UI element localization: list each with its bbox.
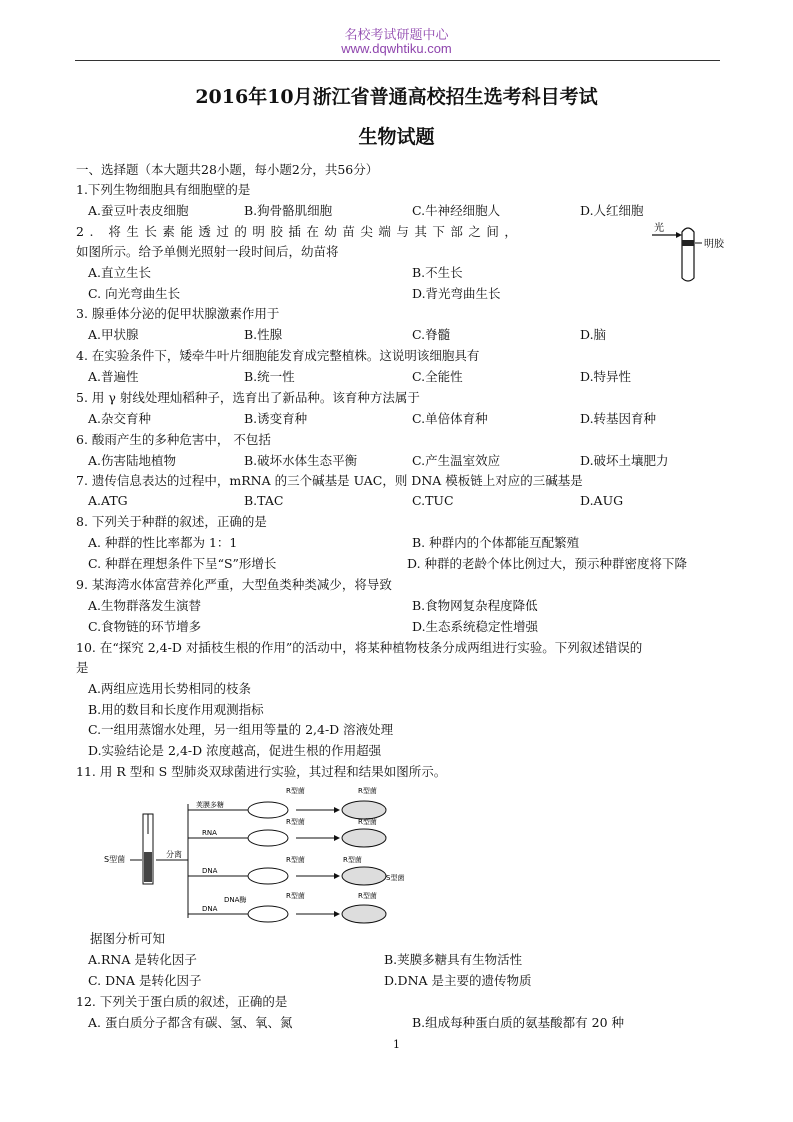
q12-stem: 12. 下列关于蛋白质的叙述，正确的是: [76, 994, 288, 1009]
row4-enzyme-label: DNA酶: [224, 896, 247, 904]
q10-option-a: A.两组应选用长势相同的枝条: [88, 681, 252, 696]
s-type-tube-label: S型菌: [104, 855, 126, 864]
q11-option-a: A.RNA 是转化因子: [88, 952, 197, 967]
q12-option-b: B.组成每种蛋白质的氨基酸都有 20 种: [412, 1015, 625, 1030]
q10-stem-line1: 10. 在“探究 2,4-D 对插枝生根的作用”的活动中，将某种植物枝条分成两组进行实验。下列叙述错误的: [76, 640, 643, 655]
q4-stem: 4. 在实验条件下，矮牵牛叶片细胞能发育成完整植株。这说明该细胞具有: [76, 348, 480, 363]
q3-stem: 3. 腺垂体分泌的促甲状腺激素作用于: [76, 306, 280, 321]
seedling-tip: [682, 228, 694, 281]
q2-stem-line2: 如图所示。给予单侧光照射一段时间后，幼苗将: [76, 244, 339, 259]
q11-option-c: C. DNA 是转化因子: [88, 973, 202, 988]
q8-option-d: D. 种群的老龄个体比例过大，预示种群密度将下降: [407, 556, 688, 571]
q6-option-c: C.产生温室效应: [412, 453, 501, 468]
light-label: 光: [654, 223, 664, 234]
row3-result-plate: [342, 867, 386, 885]
document-title: 2016年10月浙江省普通高校招生选考科目考试: [195, 86, 598, 108]
q8-option-c: C. 种群在理想条件下呈“S”形增长: [88, 556, 277, 571]
row1-arrowhead-icon: [334, 807, 340, 813]
q5-stem: 5. 用 γ 射线处理灿稻种子，选育出了新品种。该育种方法属于: [76, 390, 420, 405]
row4-arrowhead-icon: [334, 911, 340, 917]
q2-option-a: A.直立生长: [88, 265, 152, 280]
row3-result-s-label: S型菌: [386, 874, 405, 882]
griffith-experiment-figure: [96, 780, 426, 930]
tube-sediment: [144, 852, 152, 882]
row4-result-plate: [342, 905, 386, 923]
row4-result-label: R型菌: [358, 892, 377, 900]
row3-plate: [248, 868, 288, 884]
row1-label: 荚膜多糖: [196, 801, 224, 809]
row3-result-r-label: R型菌: [343, 856, 362, 864]
q8-option-a: A. 种群的性比率都为 1：1: [88, 535, 238, 550]
row4-r-label: R型菌: [286, 892, 305, 900]
q6-option-d: D.破坏土壤肥力: [580, 453, 669, 468]
q5-option-b: B.诱变育种: [244, 411, 308, 426]
q4-option-a: A.普遍性: [88, 369, 139, 384]
q10-option-c: C.一组用蒸馏水处理，另一组用等量的 2,4-D 溶液处理: [88, 722, 394, 737]
q8-stem: 8. 下列关于种群的叙述，正确的是: [76, 514, 267, 529]
q4-option-c: C.全能性: [412, 369, 463, 384]
q4-option-b: B.统一性: [244, 369, 295, 384]
row1-result-plate: [342, 801, 386, 819]
q7-stem: 7. 遗传信息表达的过程中，mRNA 的三个碱基是 UAC，则 DNA 模板链上对应的三碱基是: [76, 473, 583, 488]
row2-result-label: R型菌: [358, 818, 377, 826]
q6-stem: 6. 酸雨产生的多种危害中， 不包括: [76, 432, 271, 447]
q1-option-a: A.蚕豆叶表皮细胞: [88, 203, 189, 218]
separate-label: 分离: [166, 850, 182, 859]
row4-label: DNA: [202, 905, 218, 913]
gel-label: 明胶: [704, 239, 724, 250]
q10-stem-line2: 是: [76, 660, 89, 675]
q1-option-c: C.牛神经细胞人: [412, 203, 501, 218]
row1-result-label: R型菌: [358, 787, 377, 795]
row3-r-label: R型菌: [286, 856, 305, 864]
q11-option-b: B.荚膜多糖具有生物活性: [384, 952, 523, 967]
q5-option-c: C.单倍体育种: [412, 411, 488, 426]
q7-option-d: D.AUG: [580, 493, 624, 508]
q11-analysis: 据图分析可知: [90, 931, 166, 946]
row2-label: RNA: [202, 829, 217, 837]
header-divider: [75, 60, 720, 61]
row4-plate: [248, 906, 288, 922]
q1-option-d: D.人红细胞: [580, 203, 644, 218]
q9-option-c: C.食物链的环节增多: [88, 619, 202, 634]
row2-arrowhead-icon: [334, 835, 340, 841]
q5-option-d: D.转基因育种: [580, 411, 657, 426]
section-heading: 一、选择题（本大题共28小题，每小题2分，共56分）: [76, 162, 379, 177]
q3-option-b: B.性腺: [244, 327, 283, 342]
q9-option-b: B.食物网复杂程度降低: [412, 598, 538, 613]
row2-plate: [248, 830, 288, 846]
q3-option-d: D.脑: [580, 327, 607, 342]
gelatin-block: [682, 240, 694, 246]
row2-result-plate: [342, 829, 386, 847]
q2-option-d: D.背光弯曲生长: [412, 286, 501, 301]
row2-r-label: R型菌: [286, 818, 305, 826]
seedling-gel-figure: [648, 220, 728, 286]
q7-option-c: C.TUC: [412, 493, 454, 508]
header-center-name: 名校考试研题中心: [344, 28, 449, 43]
q6-option-a: A.伤害陆地植物: [88, 453, 177, 468]
row1-r-label: R型菌: [286, 787, 305, 795]
q3-option-c: C.脊髓: [412, 327, 451, 342]
header-website[interactable]: www.dqwhtiku.com: [341, 41, 452, 56]
light-arrowhead-icon: [676, 232, 682, 238]
page-number: 1: [393, 1038, 400, 1051]
q5-option-a: A.杂交育种: [88, 411, 152, 426]
q2-option-c: C. 向光弯曲生长: [88, 286, 181, 301]
q1-stem: 1.下列生物细胞具有细胞壁的是: [76, 182, 251, 197]
row1-plate: [248, 802, 288, 818]
q9-stem: 9. 某海湾水体富营养化严重，大型鱼类种类减少，将导致: [76, 577, 392, 592]
q10-option-b: B.用的数目和长度作用观测指标: [88, 702, 264, 717]
q12-option-a: A. 蛋白质分子都含有碳、氢、氧、氮: [88, 1015, 293, 1030]
q2-option-b: B.不生长: [412, 265, 463, 280]
row3-label: DNA: [202, 867, 218, 875]
q10-option-d: D.实验结论是 2,4-D 浓度越高，促进生根的作用超强: [88, 743, 382, 758]
q1-option-b: B.狗骨骼肌细胞: [244, 203, 333, 218]
q7-option-a: A.ATG: [88, 493, 128, 508]
q7-option-b: B.TAC: [244, 493, 284, 508]
row3-arrowhead-icon: [334, 873, 340, 879]
document-subtitle: 生物试题: [358, 126, 435, 148]
q4-option-d: D.特异性: [580, 369, 632, 384]
q9-option-d: D.生态系统稳定性增强: [412, 619, 539, 634]
q6-option-b: B.破坏水体生态平衡: [244, 453, 358, 468]
q11-option-d: D.DNA 是主要的遗传物质: [384, 973, 532, 988]
q8-option-b: B. 种群内的个体都能互配繁殖: [412, 535, 580, 550]
q2-stem-line1: 2. 将生长素能透过的明胶插在幼苗尖端与其下部之间，: [76, 224, 523, 239]
q11-stem: 11. 用 R 型和 S 型肺炎双球菌进行实验，其过程和结果如图所示。: [76, 764, 447, 779]
q3-option-a: A.甲状腺: [88, 327, 139, 342]
q9-option-a: A.生物群落发生演替: [88, 598, 202, 613]
